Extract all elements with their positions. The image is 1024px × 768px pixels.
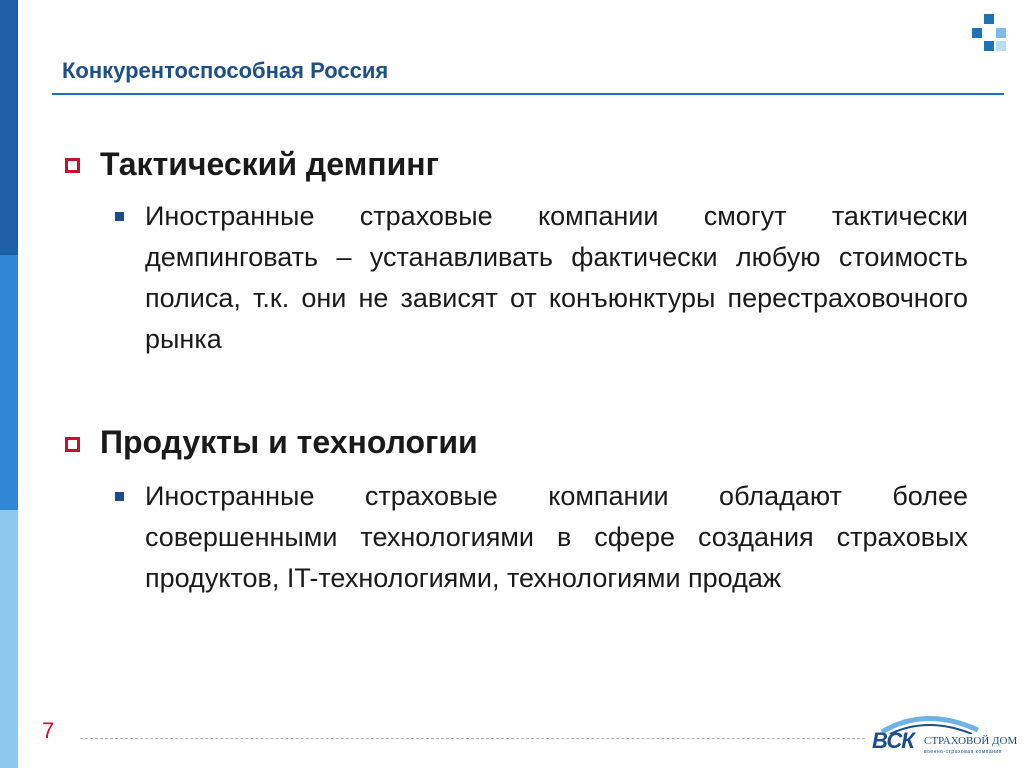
section-bullet-icon (65, 437, 80, 452)
logo-subtext: военно-страховая компания (924, 749, 1002, 755)
title-divider (52, 93, 1004, 95)
slide-number: 7 (42, 718, 55, 743)
section-heading: Тактический демпинг (100, 146, 439, 182)
stripe-segment-mid (0, 255, 18, 510)
stripe-segment-light (0, 510, 18, 768)
corner-decoration-icon (972, 14, 1006, 54)
footer-divider (80, 738, 865, 739)
item-bullet-icon (115, 492, 124, 501)
section-bullet-icon (65, 158, 80, 173)
section-heading: Продукты и технологии (100, 424, 478, 460)
slide-title: Конкурентоспособная Россия (62, 58, 389, 83)
left-accent-stripe (0, 0, 18, 768)
stripe-segment-dark (0, 0, 18, 255)
item-text: Иностранные страховые компании смогут тактически демпинговать – устанавливать фактически любую стоимость полиса, т.к. они не зависят от конъюнктуры перестраховочного рынка (145, 201, 968, 354)
logo-text: СТРАХОВОЙ ДОМ (924, 735, 1018, 747)
logo-mark: ВСК (872, 728, 914, 753)
company-logo (872, 712, 1018, 762)
item-bullet-icon (115, 212, 124, 221)
item-text: Иностранные страховые компании обладают более совершенными технологиями в сфере создания страховых продуктов, IT-технологиями, технологиями продаж (145, 481, 968, 593)
